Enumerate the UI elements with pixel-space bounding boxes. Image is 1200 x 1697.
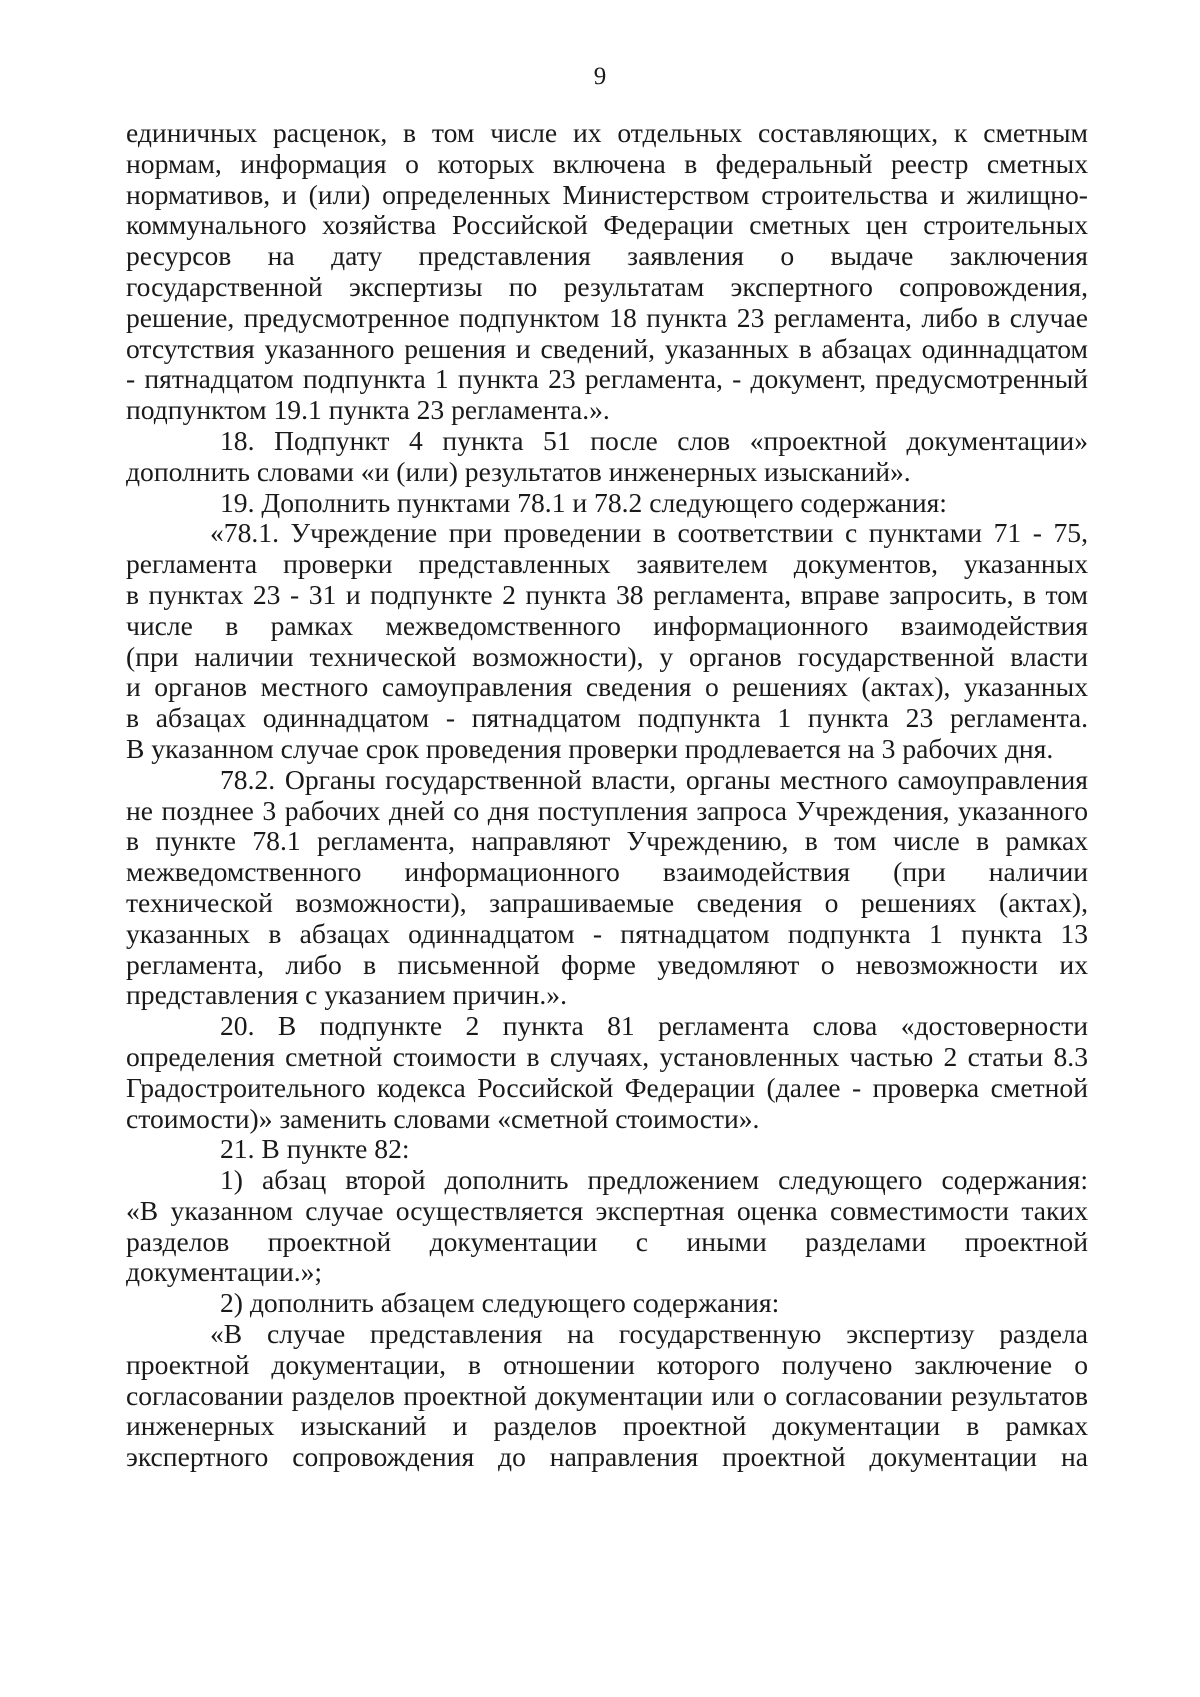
text-line: 19. Дополнить пунктами 78.1 и 78.2 следующего содержания:: [220, 486, 947, 518]
text-line: 18. Подпункт 4 пункта 51 после слов «проектной документации»: [220, 424, 1088, 456]
text-line: решение, предусмотренное подпунктом 18 пункта 23 регламента, либо в случае: [126, 301, 1088, 333]
text-line: государственной экспертизы по результатам экспертного сопровождения,: [126, 270, 1088, 302]
text-line: разделов проектной документации с иными разделами проектной: [126, 1225, 1088, 1257]
text-line: единичных расценок, в том числе их отдельных составляющих, к сметным: [126, 117, 1088, 148]
text-line: и органов местного самоуправления сведения о решениях (актах), указанных: [126, 671, 1088, 703]
text-line: коммунального хозяйства Российской Федерации сметных цен строительных: [126, 209, 1088, 241]
text-line: 1) абзац второй дополнить предложением следующего содержания:: [220, 1164, 1088, 1196]
text-line: (при наличии технической возможности), у органов государственной власти: [126, 640, 1088, 672]
text-line: регламента, либо в письменной форме уведомляют о невозможности их: [126, 948, 1088, 980]
text-line: 21. В пункте 82:: [220, 1133, 410, 1165]
text-line: проектной документации, в отношении которого получено заключение о: [126, 1348, 1088, 1380]
text-line: указанных в абзацах одиннадцатом - пятнадцатом подпункта 1 пункта 13: [126, 917, 1088, 949]
text-line: «В случае представления на государственную экспертизу раздела: [210, 1318, 1088, 1350]
text-line: - пятнадцатом подпункта 1 пункта 23 регламента, - документ, предусмотренный: [126, 363, 1088, 395]
text-line: 20. В подпункте 2 пункта 81 регламента слова «достоверности: [220, 1010, 1088, 1042]
text-line: ресурсов на дату представления заявления о выдаче заключения: [126, 240, 1088, 272]
text-line: 2) дополнить абзацем следующего содержания:: [220, 1287, 780, 1319]
text-line: В указанном случае срок проведения проверки продлевается на 3 рабочих дня.: [126, 732, 1054, 764]
text-line: «78.1. Учреждение при проведении в соответствии с пунктами 71 - 75,: [210, 517, 1088, 549]
text-line: отсутствия указанного решения и сведений, указанных в абзацах одиннадцатом: [126, 332, 1088, 364]
text-line: инженерных изысканий и разделов проектной документации в рамках: [126, 1410, 1088, 1442]
text-line: представления с указанием причин.».: [126, 979, 567, 1011]
text-line: определения сметной стоимости в случаях, установленных частью 2 статьи 8.3: [126, 1040, 1088, 1072]
text-line: в абзацах одиннадцатом - пятнадцатом подпункта 1 пункта 23 регламента.: [126, 702, 1088, 734]
document-body: [126, 118, 1088, 1473]
text-line: числе в рамках межведомственного информационного взаимодействия: [126, 609, 1088, 641]
text-line: регламента проверки представленных заявителем документов, указанных: [126, 548, 1088, 580]
page-number: 9: [593, 63, 607, 90]
text-line: не позднее 3 рабочих дней со дня поступления запроса Учреждения, указанного: [126, 794, 1088, 826]
text-line: Градостроительного кодекса Российской Федерации (далее - проверка сметной: [126, 1071, 1088, 1103]
text-line: документации.»;: [126, 1256, 323, 1288]
text-line: стоимости)» заменить словами «сметной стоимости».: [126, 1102, 760, 1134]
text-line: в пунктах 23 - 31 и подпункте 2 пункта 38 регламента, вправе запросить, в том: [126, 578, 1088, 610]
text-line: нормам, информация о которых включена в федеральный реестр сметных: [126, 147, 1088, 179]
text-line: 78.2. Органы государственной власти, органы местного самоуправления: [220, 763, 1088, 795]
text-line: согласовании разделов проектной документации или о согласовании результатов: [126, 1379, 1088, 1411]
text-line: подпунктом 19.1 пункта 23 регламента.».: [126, 394, 610, 426]
text-line: технической возможности), запрашиваемые сведения о решениях (актах),: [126, 886, 1088, 918]
text-line: «В указанном случае осуществляется экспертная оценка совместимости таких: [126, 1194, 1088, 1226]
text-line: межведомственного информационного взаимодействия (при наличии: [126, 856, 1088, 888]
text-line: дополнить словами «и (или) результатов инженерных изысканий».: [126, 455, 911, 487]
text-line: экспертного сопровождения до направления проектной документации на: [126, 1441, 1088, 1473]
text-line: нормативов, и (или) определенных Министерством строительства и жилищно-: [126, 178, 1088, 210]
text-line: в пункте 78.1 регламента, направляют Учреждению, в том числе в рамках: [126, 825, 1088, 857]
